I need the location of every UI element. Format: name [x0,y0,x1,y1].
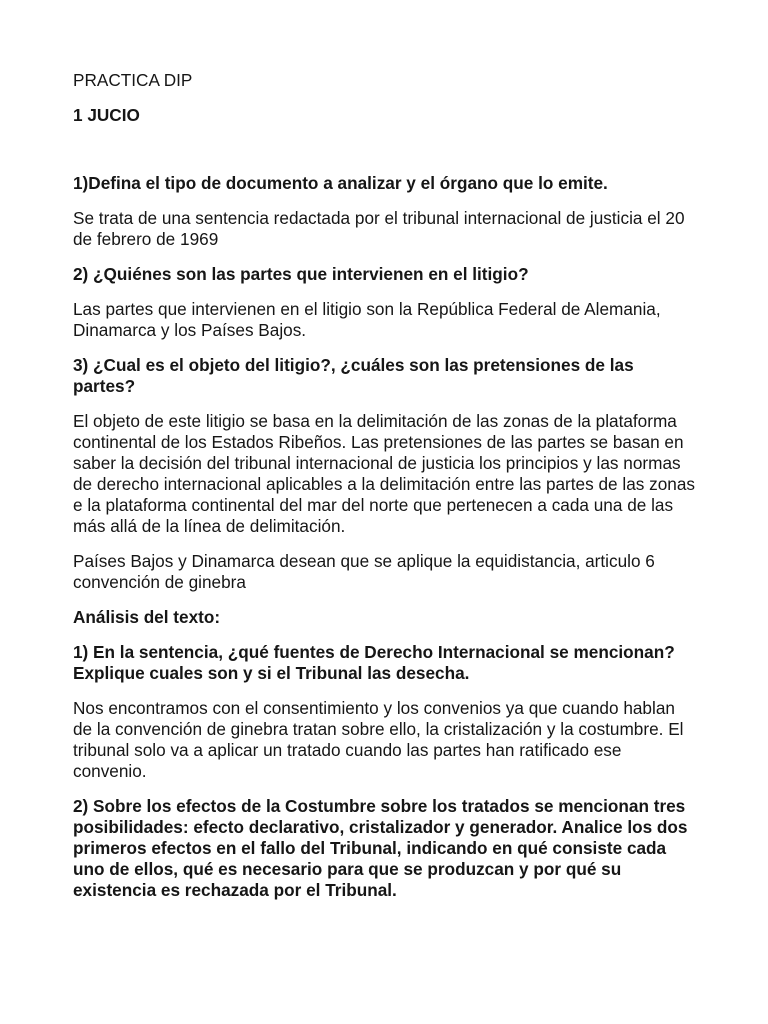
answer-1: Se trata de una sentencia redactada por el tribunal internacional de justicia el 20 de febrero de 1969 [73,208,685,249]
analysis-question-2: 2) Sobre los efectos de la Costumbre sobre los tratados se mencionan tres posibilidades: efecto declarativo, cristalizador y generador. Analice los dos primeros efectos en el fallo del Tribunal, indicando en qué consiste cada uno de ellos, qué es necesario para que se produzcan y por qué su existencia es rechazada por el Tribunal. [73,796,688,900]
answer-3-continued: Países Bajos y Dinamarca desean que se aplique la equidistancia, articulo 6 convención de ginebra [73,551,655,592]
document-title: PRACTICA DIP [73,70,193,90]
question-1: 1)Defina el tipo de documento a analizar y el órgano que lo emite. [73,173,608,193]
answer-2: Las partes que intervienen en el litigio son la República Federal de Alemania, Dinamarca y los Países Bajos. [73,299,661,340]
answer-3: El objeto de este litigio se basa en la delimitación de las zonas de la plataforma continental de los Estados Ribeños. Las pretensiones de las partes se basan en saber la decisión del tribunal internacional de justicia los principios y las normas de derecho internacional aplicables a la delimitación entre las partes de las zonas e la plataforma continental del mar del norte que pertenecen a cada una de las más allá de la línea de delimitación. [73,411,695,536]
analysis-question-1: 1) En la sentencia, ¿qué fuentes de Derecho Internacional se mencionan? Explique cuales son y si el Tribunal las desecha. [73,642,675,683]
document-subtitle: 1 JUCIO [73,105,140,125]
analysis-answer-1: Nos encontramos con el consentimiento y los convenios ya que cuando hablan de la convención de ginebra tratan sobre ello, la cristalización y la costumbre. El tribunal solo va a aplicar un tratado cuando las partes han ratificado ese convenio. [73,698,684,781]
question-2: 2) ¿Quiénes son las partes que intervienen en el litigio? [73,264,529,284]
question-3: 3) ¿Cual es el objeto del litigio?, ¿cuáles son las pretensiones de las partes? [73,355,634,396]
analysis-heading: Análisis del texto: [73,607,221,627]
